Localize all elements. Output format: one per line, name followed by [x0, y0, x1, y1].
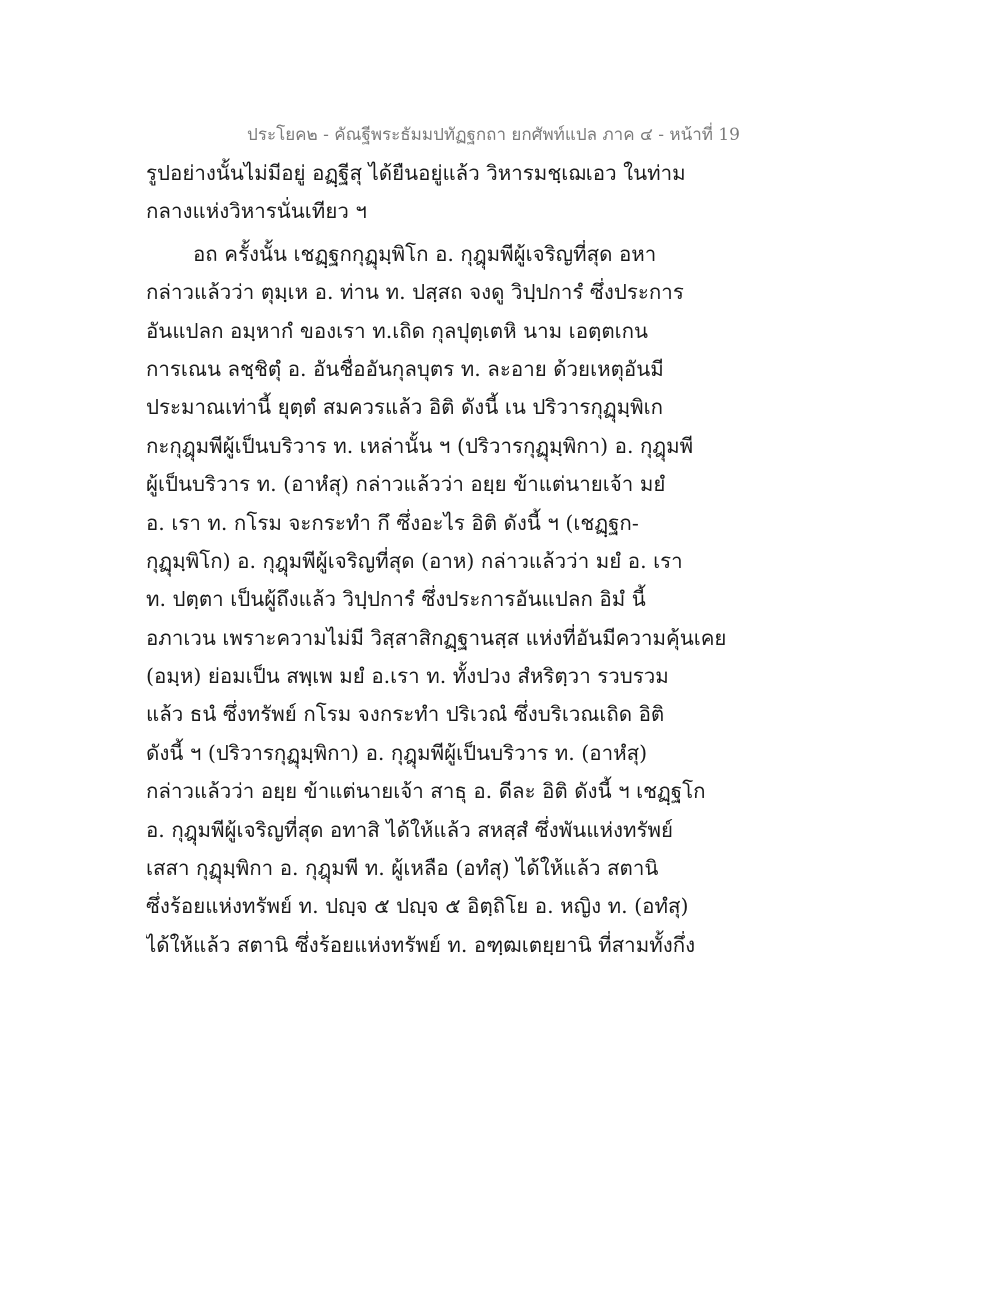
text-line: กุฏุมฺพิโก) อ. กุฎุมพีผู้เจริญที่สุด (อาห) กล่าวแล้วว่า มยํ อ. เรา [146, 548, 683, 573]
text-line: การเณน ลชฺชิตุํ อ. อันชื่ออันกุลบุตร ท. ละอาย ด้วยเหตุอันมี [146, 356, 664, 381]
text-line: ผู้เป็นบริวาร ท. (อาหํสุ) กล่าวแล้วว่า อยฺย ข้าแต่นายเจ้า มยํ [146, 472, 666, 497]
text-line: ประมาณเท่านี้ ยุตฺตํ สมควรแล้ว อิติ ดังนี้ เน ปริวารกุฏุมฺพิเก [146, 395, 664, 420]
text-line: เสสา กุฏุมฺพิกา อ. กุฎุมพี ท. ผู้เหลือ (อทํสุ) ได้ให้แล้ว สตานิ [146, 856, 659, 881]
text-line: กล่าวแล้วว่า ตุมฺเห อ. ท่าน ท. ปสฺสถ จงดู วิปฺปการํ ซึ่งประการ [146, 280, 684, 305]
text-line: ได้ให้แล้ว สตานิ ซึ่งร้อยแห่งทรัพย์ ท. อฑฺฒเตยฺยานิ ที่สามทั้งกึ่ง [146, 932, 696, 957]
text-line: ซึ่งร้อยแห่งทรัพย์ ท. ปญฺจ ๕ ปญฺจ ๕ อิตฺถิโย อ. หญิง ท. (อทํสุ) [146, 894, 689, 919]
text-line: อ. เรา ท. กโรม จะกระทำ กึ ซึ่งอะไร อิติ ดังนี้ ฯ (เชฏฺฐก- [146, 510, 639, 535]
paragraph-start-line: อถ ครั้งนั้น เชฏฺฐกกุฏุมฺพิโก อ. กุฎุมพีผู้เจริญที่สุด อหา [193, 241, 657, 266]
text-line: อันแปลก อมฺหากํ ของเรา ท.เถิด กุลปุตฺเตหิ นาม เอตฺตเกน [146, 318, 649, 343]
text-line: แล้ว ธนํ ซึ่งทรัพย์ กโรม จงกระทำ ปริเวณํ ซึ่งบริเวณเถิด อิติ [146, 702, 665, 727]
text-line: กล่าวแล้วว่า อยฺย ข้าแต่นายเจ้า สาธุ อ. ดีละ อิติ ดังนี้ ฯ เชฏฺฐโก [146, 779, 706, 804]
text-line: (อมฺห) ย่อมเป็น สพฺเพ มยํ อ.เรา ท. ทั้งปวง สํหริตฺวา รวบรวม [146, 664, 669, 689]
text-line: กะกุฎุมพีผู้เป็นบริวาร ท. เหล่านั้น ฯ (ปริวารกุฏุมฺพิกา) อ. กุฎุมพี [146, 433, 694, 458]
text-line: อ. กุฎุมพีผู้เจริญที่สุด อทาสิ ได้ให้แล้ว สหสฺสํ ซึ่งพันแห่งทรัพย์ [146, 817, 674, 842]
running-header: ประโยค๒ - คัณฐีพระธัมมปทัฏฐกถา ยกศัพท์แปล ภาค ๔ - หน้าที่ 19 [247, 125, 740, 145]
body-text [146, 154, 746, 964]
text-line: อภาเวน เพราะความไม่มี วิสฺสาสิกฏฺฐานสฺส แห่งที่อันมีความคุ้นเคย [146, 625, 727, 650]
text-line: ท. ปตฺตา เป็นผู้ถึงแล้ว วิปฺปการํ ซึ่งประการอันแปลก อิมํ นี้ [146, 587, 646, 612]
text-line: ดังนี้ ฯ (ปริวารกุฏุมฺพิกา) อ. กุฎุมพีผู้เป็นบริวาร ท. (อาหํสุ) [146, 740, 648, 765]
text-line: กลางแห่งวิหารนั่นเทียว ฯ [146, 199, 367, 224]
text-line: รูปอย่างนั้นไม่มีอยู่ อฏฺฐีสุ ได้ยืนอยู่แล้ว วิหารมชฺเฌเอว ในท่าม [146, 161, 686, 185]
